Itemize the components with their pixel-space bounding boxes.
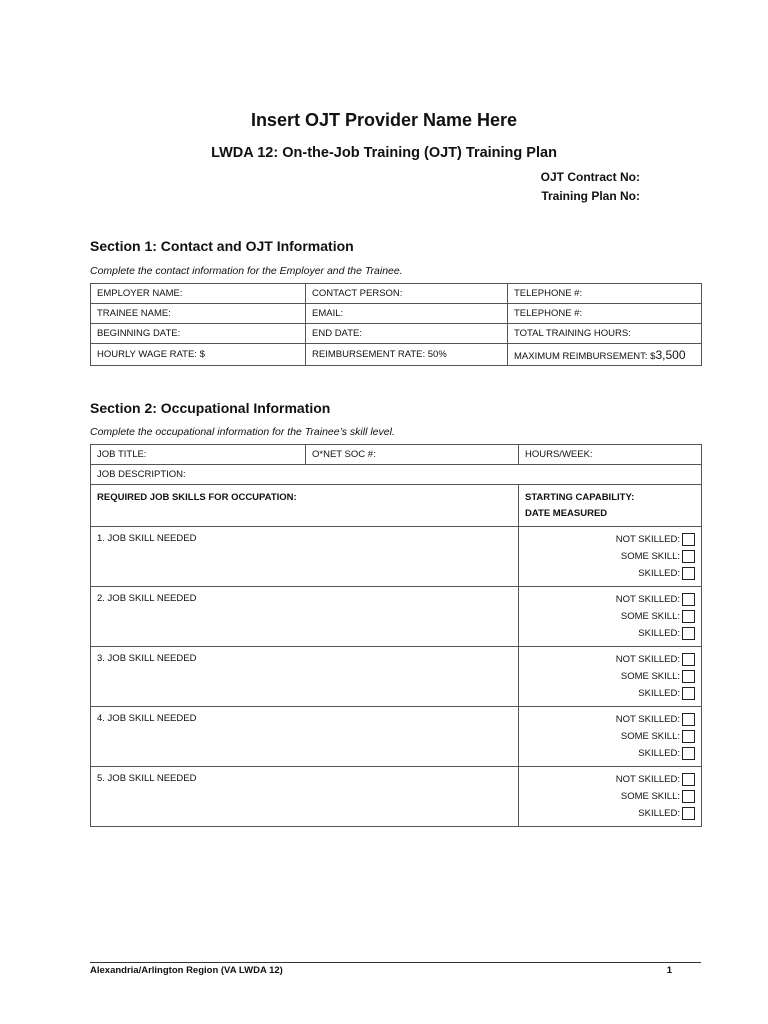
job-title-field[interactable]: JOB TITLE: xyxy=(91,445,306,465)
skilled-checkbox[interactable] xyxy=(682,807,695,820)
table-row xyxy=(91,324,702,344)
job-skill-1[interactable]: 1. JOB SKILL NEEDED xyxy=(91,527,519,587)
section2-title: Section 2: Occupational Information xyxy=(90,400,331,416)
job-description-field[interactable]: JOB DESCRIPTION: xyxy=(91,465,702,485)
table-row xyxy=(91,707,702,767)
table-row xyxy=(91,485,702,527)
some-skill-checkbox[interactable] xyxy=(682,790,695,803)
beginning-date-field[interactable]: BEGINNING DATE: xyxy=(91,324,306,344)
table-row xyxy=(91,465,702,485)
table-row xyxy=(91,767,702,827)
plan-no-label: Training Plan No: xyxy=(541,189,640,203)
footer-region: Alexandria/Arlington Region (VA LWDA 12) xyxy=(90,965,283,976)
table-row xyxy=(91,445,702,465)
job-skill-4[interactable]: 4. JOB SKILL NEEDED xyxy=(91,707,519,767)
some-skill-checkbox[interactable] xyxy=(682,730,695,743)
not-skilled-label: NOT SKILLED: xyxy=(615,774,680,785)
max-reimbursement-label: MAXIMUM REIMBURSEMENT: $ xyxy=(514,350,656,362)
employer-telephone-field[interactable]: TELEPHONE #: xyxy=(508,284,702,304)
some-skill-label: SOME SKILL: xyxy=(620,671,680,682)
some-skill-checkbox[interactable] xyxy=(682,670,695,683)
skilled-label: SKILLED: xyxy=(638,568,680,579)
footer-divider xyxy=(90,962,701,963)
page-title: Insert OJT Provider Name Here xyxy=(250,110,518,130)
contact-person-field[interactable]: CONTACT PERSON: xyxy=(306,284,508,304)
hourly-wage-field[interactable]: HOURLY WAGE RATE: $ xyxy=(91,344,306,366)
contact-table xyxy=(90,283,702,366)
not-skilled-label: NOT SKILLED: xyxy=(615,714,680,725)
required-skills-header: REQUIRED JOB SKILLS FOR OCCUPATION: xyxy=(91,485,519,527)
not-skilled-checkbox[interactable] xyxy=(682,653,695,666)
not-skilled-label: NOT SKILLED: xyxy=(615,594,680,605)
skilled-label: SKILLED: xyxy=(638,688,680,699)
section2-note: Complete the occupational information for the Trainee’s skill level. xyxy=(90,426,395,438)
trainee-telephone-field[interactable]: TELEPHONE #: xyxy=(508,304,702,324)
table-row xyxy=(91,284,702,304)
email-field[interactable]: EMAIL: xyxy=(306,304,508,324)
table-row xyxy=(91,587,702,647)
max-reimbursement-value: 3,500 xyxy=(655,347,686,362)
skilled-label: SKILLED: xyxy=(638,628,680,639)
some-skill-checkbox[interactable] xyxy=(682,550,695,563)
employer-name-field[interactable]: EMPLOYER NAME: xyxy=(91,284,306,304)
not-skilled-checkbox[interactable] xyxy=(682,773,695,786)
date-measured-label: DATE MEASURED xyxy=(525,508,608,519)
not-skilled-label: NOT SKILLED: xyxy=(615,654,680,665)
not-skilled-checkbox[interactable] xyxy=(682,533,695,546)
table-row xyxy=(91,647,702,707)
not-skilled-label: NOT SKILLED: xyxy=(615,534,680,545)
skilled-checkbox[interactable] xyxy=(682,627,695,640)
some-skill-label: SOME SKILL: xyxy=(620,791,680,802)
capability-cell xyxy=(519,767,702,827)
some-skill-checkbox[interactable] xyxy=(682,610,695,623)
skilled-label: SKILLED: xyxy=(638,808,680,819)
job-skill-2[interactable]: 2. JOB SKILL NEEDED xyxy=(91,587,519,647)
some-skill-label: SOME SKILL: xyxy=(620,551,680,562)
section1-note: Complete the contact information for the Employer and the Trainee. xyxy=(90,265,403,277)
occupation-table xyxy=(90,444,702,827)
not-skilled-checkbox[interactable] xyxy=(682,593,695,606)
table-row xyxy=(91,344,702,366)
some-skill-label: SOME SKILL: xyxy=(620,731,680,742)
onet-soc-field[interactable]: O*NET SOC #: xyxy=(306,445,519,465)
job-skill-3[interactable]: 3. JOB SKILL NEEDED xyxy=(91,647,519,707)
job-skill-5[interactable]: 5. JOB SKILL NEEDED xyxy=(91,767,519,827)
some-skill-label: SOME SKILL: xyxy=(620,611,680,622)
capability-cell xyxy=(519,587,702,647)
skilled-checkbox[interactable] xyxy=(682,567,695,580)
reimbursement-rate-field[interactable]: REIMBURSEMENT RATE: 50% xyxy=(306,344,508,366)
contract-no-label: OJT Contract No: xyxy=(540,170,640,184)
skilled-label: SKILLED: xyxy=(638,748,680,759)
hours-week-field[interactable]: HOURS/WEEK: xyxy=(519,445,702,465)
skilled-checkbox[interactable] xyxy=(682,687,695,700)
not-skilled-checkbox[interactable] xyxy=(682,713,695,726)
page-subtitle: LWDA 12: On-the-Job Training (OJT) Training Plan xyxy=(211,145,557,161)
total-training-hours-field[interactable]: TOTAL TRAINING HOURS: xyxy=(508,324,702,344)
capability-cell xyxy=(519,707,702,767)
capability-cell xyxy=(519,647,702,707)
max-reimbursement-field[interactable] xyxy=(508,344,702,366)
capability-cell xyxy=(519,527,702,587)
section1-title: Section 1: Contact and OJT Information xyxy=(90,238,354,254)
table-row xyxy=(91,527,702,587)
end-date-field[interactable]: END DATE: xyxy=(306,324,508,344)
skilled-checkbox[interactable] xyxy=(682,747,695,760)
starting-capability-label: STARTING CAPABILITY: xyxy=(525,492,635,503)
page-number: 1 xyxy=(666,965,672,976)
capability-header xyxy=(519,485,702,527)
trainee-name-field[interactable]: TRAINEE NAME: xyxy=(91,304,306,324)
table-row xyxy=(91,304,702,324)
